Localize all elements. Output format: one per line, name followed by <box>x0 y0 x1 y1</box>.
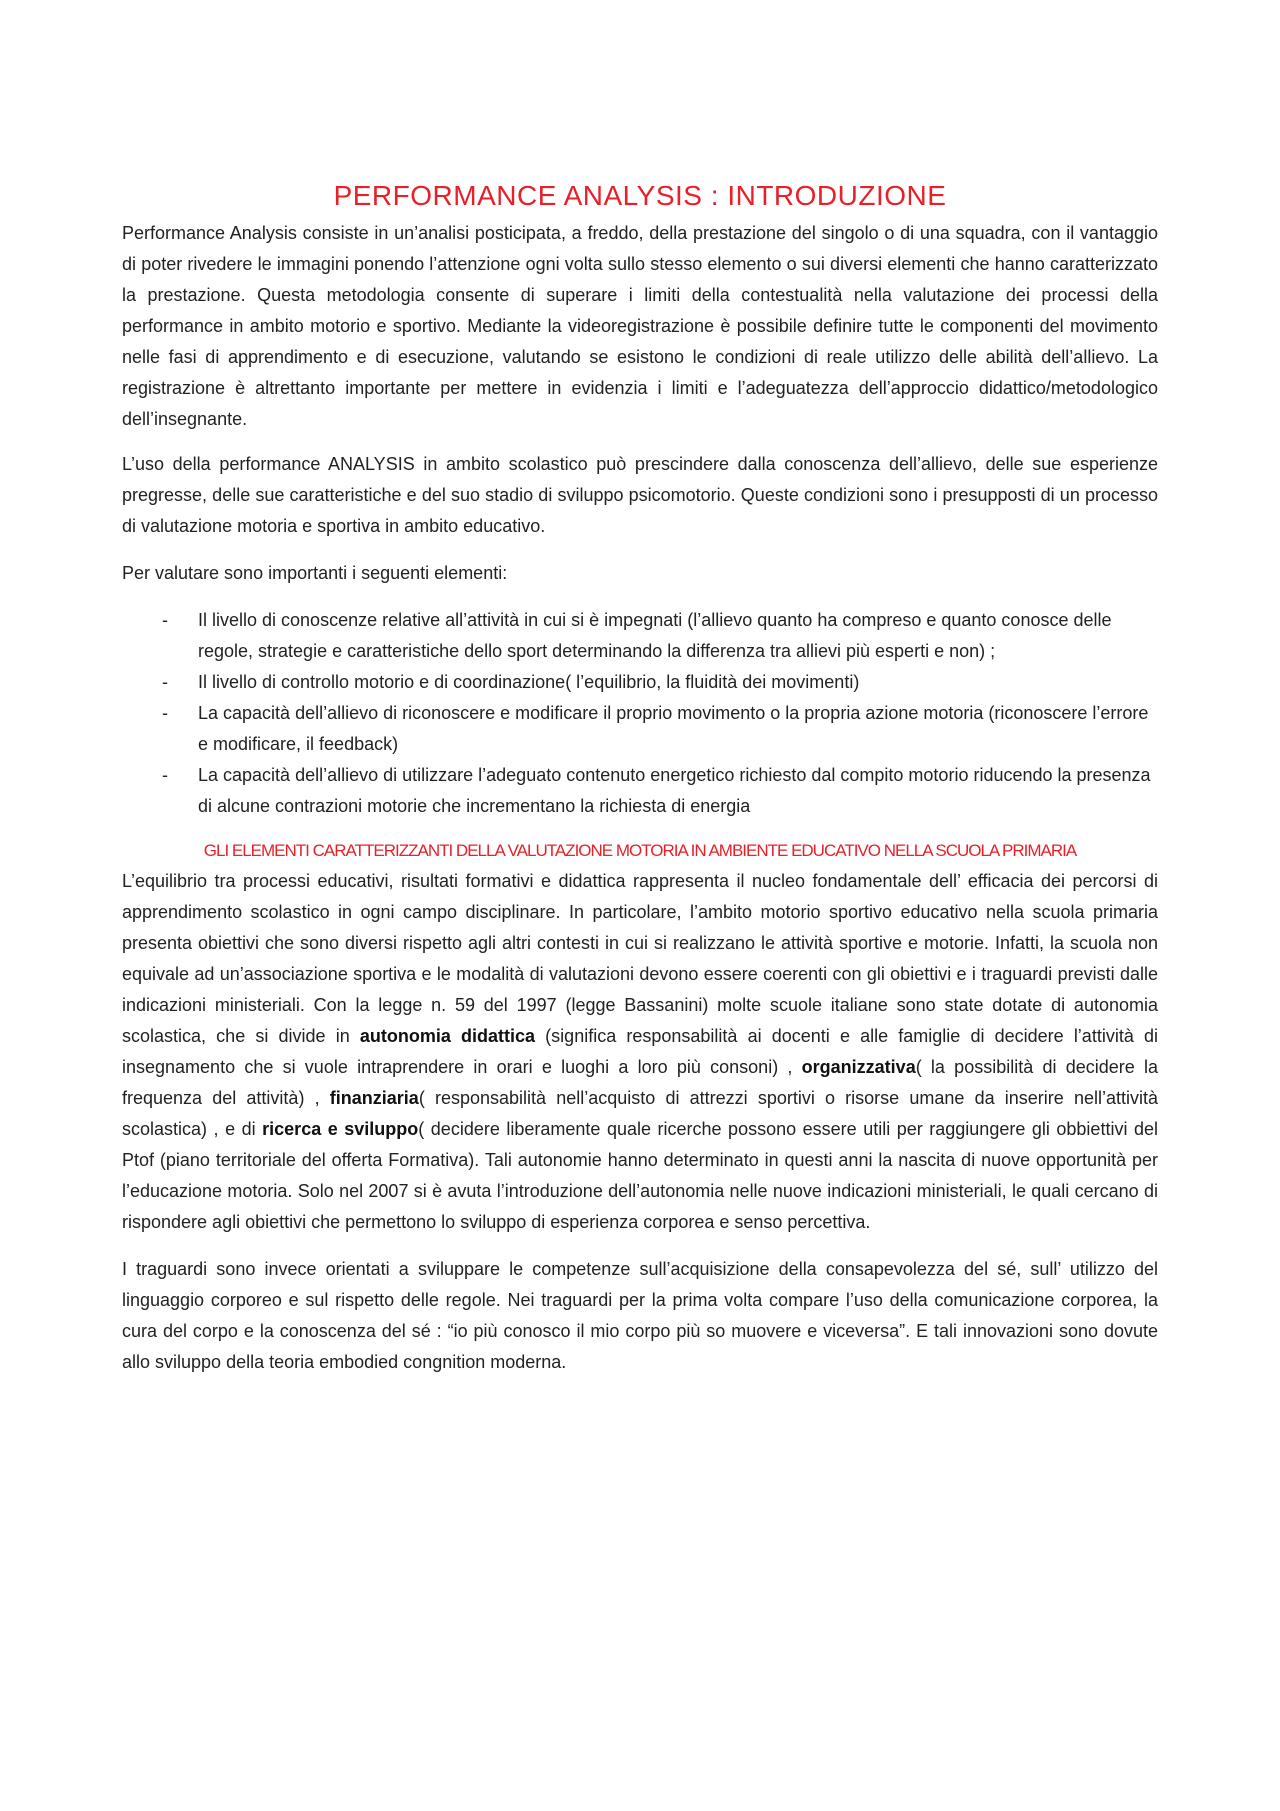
text-run: L’equilibrio tra processi educativi, risultati formativi e didattica rappresenta il nucleo fondamentale dell’ efficacia dei percorsi di apprendimento scolastico in ogni campo disciplinare. In particolare, l’ambito motorio sportivo educativo nella scuola primaria presenta obiettivi che sono diversi rispetto agli altri contesti in cui si realizzano le attività sportive e motorie. Infatti, la scuola non equivale ad un’associazione sportiva e le modalità di valutazioni devono essere coerenti con gli obiettivi e i traguardi previsti dalle indicazioni ministeriali. Con la legge n. 59 del 1997 (legge Bassanini) molte scuole italiane sono state dotate di autonomia scolastica, che si divide in <box>122 871 1158 1046</box>
page-title: PERFORMANCE ANALYSIS : INTRODUZIONE <box>333 180 947 211</box>
evaluation-elements-list <box>122 605 1158 822</box>
list-item <box>122 760 1158 822</box>
list-item <box>122 605 1158 667</box>
text-run: ( responsabilità nell’acquisto di attrezzi sportivi o risorse umane da inserire nell’attività scolastica) , e di <box>122 1088 1158 1139</box>
list-item <box>122 667 1158 698</box>
list-item-text: Il livello di conoscenze relative all’attività in cui si è impegnati (l’allievo quanto ha compreso e quanto conosce delle regole, strategie e caratteristiche dello sport determinando la differenza tra allievi più esperti e non) ; <box>198 610 1112 661</box>
list-item-text: La capacità dell’allievo di utilizzare l’adeguato contenuto energetico richiesto dal compito motorio riducendo la presenza di alcune contrazioni motorie che incrementano la richiesta di energia <box>198 765 1151 816</box>
bold-finanziaria: finanziaria <box>329 1088 419 1108</box>
dash-bullet: - <box>162 610 168 630</box>
paragraph-traguardi: I traguardi sono invece orientati a sviluppare le competenze sull’acquisizione della consapevolezza del sé, sull’ utilizzo del linguaggio corporeo e sul rispetto delle regole. Nei traguardi per la prima volta compare l’uso della comunicazione corporea, la cura del corpo e la conoscenza del sé : “io più conosco il mio corpo più so muovere e viceversa”. E tali innovazioni sono dovute allo sviluppo della teoria embodied congnition moderna. <box>122 1259 1158 1372</box>
paragraph-evaluation-lead: Per valutare sono importanti i seguenti elementi: <box>122 563 508 583</box>
dash-bullet: - <box>162 765 168 785</box>
bold-ricerca-e-sviluppo: ricerca e sviluppo <box>262 1119 419 1139</box>
bold-organizzativa: organizzativa <box>801 1057 916 1077</box>
paragraph-intro: Performance Analysis consiste in un’analisi posticipata, a freddo, della prestazione del singolo o di una squadra, con il vantaggio di poter rivedere le immagini ponendo l’attenzione ogni volta sullo stesso elemento o sui diversi elementi che hanno caratterizzato la prestazione. Questa metodologia consente di superare i limiti della contestualità nella valutazione dei processi della performance in ambito motorio e sportivo. Mediante la videoregistrazione è possibile definire tutte le componenti del movimento nelle fasi di apprendimento e di esecuzione, valutando se esistono le condizioni di reale utilizzo delle abilità dell’allievo. La registrazione è altrettanto importante per mettere in evidenzia i limiti e l’adeguatezza dell’approccio didattico/metodologico dell’insegnante. <box>122 223 1158 429</box>
bold-autonomia-didattica: autonomia didattica <box>359 1026 536 1046</box>
text-run: ( decidere liberamente quale ricerche possono essere utili per raggiungere gli obbiettivi del Ptof (piano territoriale del offerta Formativa). Tali autonomie hanno determinato in questi anni la nascita di nuove opportunità per l’educazione motoria. Solo nel 2007 si è avuta l’introduzione dell’autonomia nelle nuove indicazioni ministeriali, le quali cercano di rispondere agli obiettivi che permettono lo sviluppo di esperienza corporea e senso percettiva. <box>122 1119 1158 1232</box>
section-subtitle: GLI ELEMENTI CARATTERIZZANTI DELLA VALUTAZIONE MOTORIA IN AMBIENTE EDUCATIVO NELLA SCUOLA PRIMARIA <box>203 841 1077 860</box>
dash-bullet: - <box>162 703 168 723</box>
document-page <box>122 180 1158 1394</box>
dash-bullet: - <box>162 672 168 692</box>
list-item <box>122 698 1158 760</box>
paragraph-school-use: L’uso della performance ANALYSIS in ambito scolastico può prescindere dalla conoscenza dell’allievo, delle sue esperienze pregresse, delle sue caratteristiche e del suo stadio di sviluppo psicomotorio. Queste condizioni sono i presupposti di un processo di valutazione motoria e sportiva in ambito educativo. <box>122 454 1158 536</box>
paragraph-school-autonomy <box>122 866 1158 1238</box>
list-item-text: La capacità dell’allievo di riconoscere e modificare il proprio movimento o la propria azione motoria (riconoscere l’errore e modificare, il feedback) <box>198 703 1149 754</box>
list-item-text: Il livello di controllo motorio e di coordinazione( l’equilibrio, la fluidità dei movimenti) <box>198 672 860 692</box>
text-run: ( la possibilità di decidere la frequenza del attività) , <box>122 1057 1158 1108</box>
text-run: (significa responsabilità ai docenti e alle famiglie di decidere l’attività di insegnamento che si vuole intraprendere in orari e luoghi a loro più consoni) , <box>122 1026 1158 1077</box>
